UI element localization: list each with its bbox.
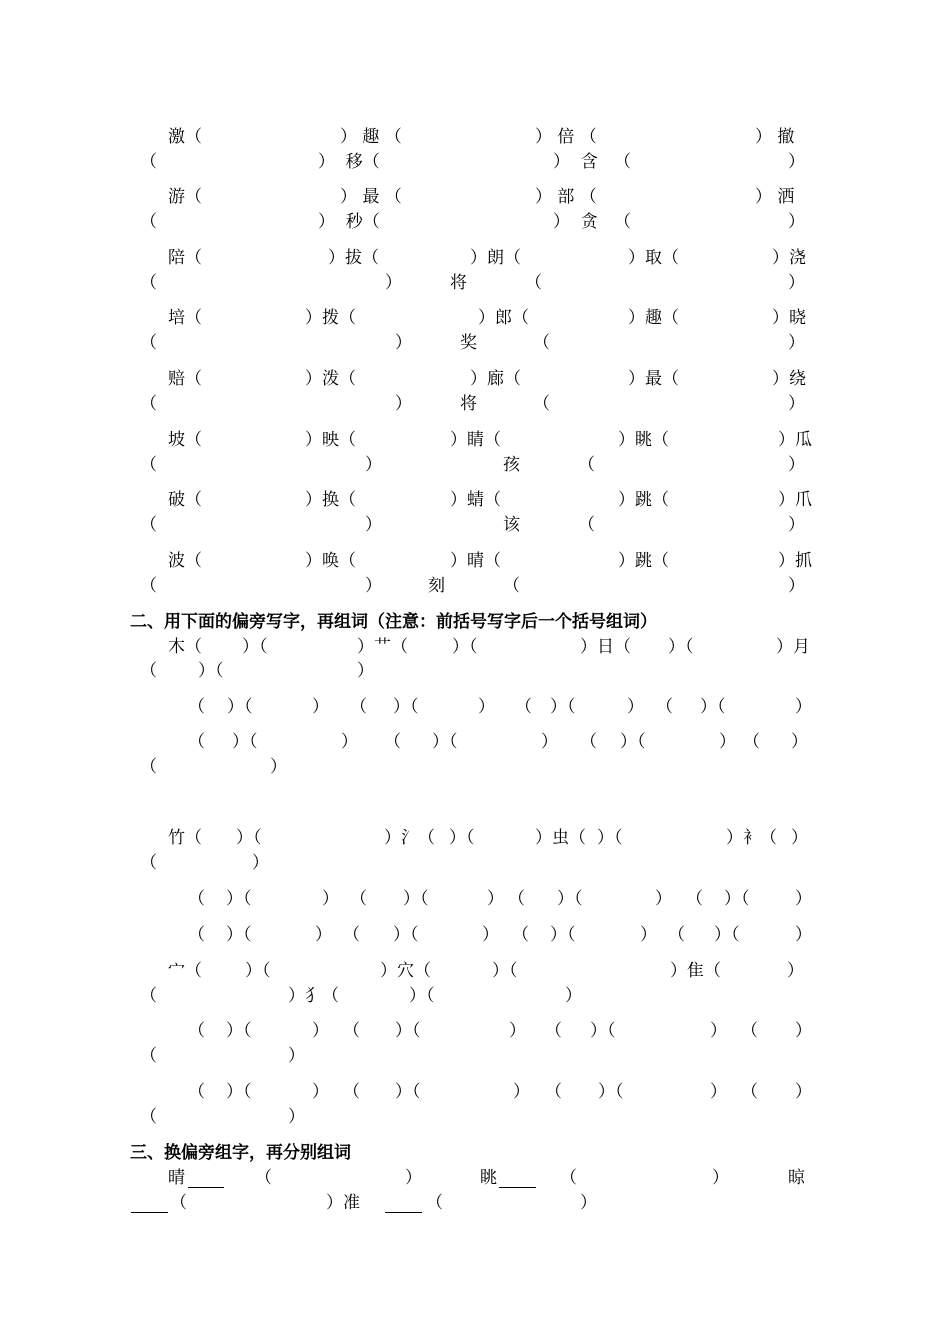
row-char: ）爪 [778,490,812,510]
blank-row [0,1102,950,1132]
row-char: ） [395,333,412,353]
answer-paren[interactable]: ）（ [393,925,419,945]
row-char: ） [788,333,805,353]
answer-paren[interactable]: （ [426,1193,443,1213]
answer-paren[interactable]: ） [627,697,644,717]
answer-paren[interactable]: ） [288,1046,305,1066]
row-char: ） 部 （ [535,187,597,207]
row-char: ） 最 （ [340,187,402,207]
section-heading: 二、用下面的偏旁写字，再组词（注意：前括号写字后一个括号组词） [130,612,657,632]
answer-paren[interactable]: ） [710,1082,727,1102]
answer-paren[interactable]: （ [188,925,205,945]
radical-item: ） [252,853,269,873]
radical-item: ）（ [198,661,224,681]
row-char: ）晓 [772,308,806,328]
radical-item: ）（ [492,961,518,981]
row-char: （ [578,515,595,535]
answer-paren[interactable]: （ [170,1193,187,1213]
answer-paren[interactable]: ）（ [393,697,419,717]
exercise-row-4-cont [0,328,950,358]
blank-row [0,752,950,782]
exercise-row-7-cont [0,510,950,540]
row-char: ） [788,455,805,475]
row-char: 奖 [460,333,477,353]
row-char: ） [788,273,805,293]
radical-line-cont [0,656,950,686]
radical-item: ）（ [242,637,268,657]
row-char: 赔（ [168,369,202,389]
answer-paren[interactable]: （ [188,1082,205,1102]
radical-line-cont [0,848,950,878]
answer-paren[interactable]: （ [140,1107,157,1127]
row-char: ）映（ [305,430,356,450]
row-char: （ [140,576,157,596]
answer-paren[interactable]: （ [668,925,685,945]
radical-item: ）日（ [580,637,631,657]
blank-row [0,884,950,914]
radical-item: ）犭（ [288,986,339,1006]
answer-paren[interactable]: ）（ [590,1021,616,1041]
row-char: 坡（ [168,430,202,450]
radical-item: ）（ [597,828,623,848]
answer-paren[interactable]: ） [710,1021,727,1041]
row-char: ）跳（ [618,551,669,571]
fill-blank[interactable] [188,1169,224,1188]
answer-paren[interactable]: （ [350,889,367,909]
answer-paren[interactable]: （ [741,1082,758,1102]
answer-paren[interactable]: ） [655,889,672,909]
exercise-row-8-cont [0,571,950,601]
exercise-row-6-cont [0,450,950,480]
answer-paren[interactable]: （ [188,697,205,717]
radical-item: ）（ [449,828,475,848]
row-char: ）眺（ [618,430,669,450]
row-char: ） [788,394,805,414]
row-char: ） 移（ [318,152,380,172]
radical-item: ）（ [409,986,435,1006]
answer-paren[interactable]: ）（ [227,697,253,717]
exercise-row-1-cont [0,147,950,177]
answer-paren[interactable]: ） [405,1168,422,1188]
fill-blank[interactable] [385,1194,422,1213]
answer-paren[interactable]: ） [719,732,736,752]
section-heading: 三、换偏旁组字，再分别组词 [130,1143,351,1163]
answer-paren[interactable]: ） [509,1021,526,1041]
row-char: ） [365,515,382,535]
row-char: （ [533,333,550,353]
paren-close: ） [788,152,805,172]
answer-paren[interactable]: （ [545,1021,562,1041]
answer-paren[interactable]: ） [482,925,499,945]
answer-paren[interactable]: ） [312,1082,329,1102]
base-char: ）准 [326,1193,360,1213]
answer-paren[interactable]: ） [791,732,808,752]
row-char: ） [365,455,382,475]
row-char: ） [788,515,805,535]
radical-item: ） [787,961,804,981]
radical-item: 木（ [168,637,202,657]
answer-paren[interactable]: （ [512,925,529,945]
row-char: ）换（ [305,490,356,510]
blank-row [0,1041,950,1071]
row-char: ） [788,576,805,596]
row-char: （ [140,333,157,353]
row-char: ）郎（ [478,308,529,328]
row-char: ）拔（ [328,248,379,268]
answer-paren[interactable]: ） [795,1082,812,1102]
answer-paren[interactable]: ）（ [620,732,646,752]
row-char: ） [395,394,412,414]
radical-item: ）（ [236,828,262,848]
radical-item: ）月 [776,637,810,657]
answer-paren[interactable]: ） [640,925,657,945]
row-char: （ [140,273,157,293]
row-char: ） 趣 （ [340,127,402,147]
row-char: ） 秒（ [318,212,380,232]
answer-paren[interactable]: ） [712,1168,729,1188]
answer-paren[interactable]: ）（ [432,732,458,752]
radical-line-cont [0,981,950,1011]
row-char: 刻 [428,576,445,596]
paren-open: （ [140,152,157,172]
row-char: ）朗（ [470,248,521,268]
answer-paren[interactable]: ） [341,732,358,752]
row-char: （ [533,394,550,414]
row-char: 该 [503,515,520,535]
radical-item: ）（ [668,637,694,657]
answer-paren[interactable]: （ [343,1021,360,1041]
answer-paren[interactable]: ）（ [550,925,576,945]
exercise-row-3-cont [0,268,950,298]
answer-paren[interactable]: ）（ [550,697,576,717]
row-char: ）晴（ [450,551,501,571]
row-char: ）浇 [772,248,806,268]
radical-item: ） [791,828,808,848]
answer-paren[interactable]: （ [384,732,401,752]
answer-paren[interactable]: ）（ [226,889,252,909]
fill-blank[interactable] [499,1169,536,1188]
radical-item: （ [140,853,157,873]
row-char: 激（ [168,127,202,147]
row-char: （ [525,273,542,293]
radical-item: ）穴（ [380,961,431,981]
answer-paren[interactable]: ） [795,925,812,945]
row-char: 将 [450,273,467,293]
paren-open: （ [140,212,157,232]
answer-paren[interactable]: （ [140,757,157,777]
replace-radical-line-cont [0,1188,950,1218]
radical-item: ） [565,986,582,1006]
answer-paren[interactable]: ）（ [598,1082,624,1102]
answer-paren[interactable]: （ [656,697,673,717]
row-char: （ [140,394,157,414]
answer-paren[interactable]: ） [270,757,287,777]
radical-item: ）（ [245,961,271,981]
row-char: ）跳（ [618,490,669,510]
row-char: ） [385,273,402,293]
row-char: 游（ [168,187,202,207]
answer-paren[interactable]: ） [288,1107,305,1127]
row-char: 将 [460,394,477,414]
row-char: （ [503,576,520,596]
answer-paren[interactable]: （ [508,889,525,909]
exercise-row-2-cont [0,207,950,237]
answer-paren[interactable]: ）（ [395,1021,421,1041]
answer-paren[interactable]: ） [478,697,495,717]
answer-paren[interactable]: ） [487,889,504,909]
radical-item: ）氵（ [384,828,435,848]
row-char: ）廊（ [470,369,521,389]
answer-paren[interactable]: （ [188,732,205,752]
row-char: ）泼（ [305,369,356,389]
answer-paren[interactable]: （ [545,1082,562,1102]
answer-paren[interactable]: （ [515,697,532,717]
answer-paren[interactable]: （ [350,697,367,717]
answer-paren[interactable]: ） [513,1082,530,1102]
answer-paren[interactable]: ） [795,889,812,909]
answer-paren[interactable]: ） [580,1193,597,1213]
blank-row [0,920,950,950]
answer-paren[interactable]: （ [580,732,597,752]
answer-paren[interactable]: ）（ [700,697,726,717]
row-char: 破（ [168,490,202,510]
radical-item: （ [140,661,157,681]
answer-paren[interactable]: ）（ [557,889,583,909]
row-char: ） [365,576,382,596]
row-char: 培（ [168,308,202,328]
row-char: ）蜻（ [450,490,501,510]
answer-paren[interactable]: （ [741,1021,758,1041]
radical-item: 竹（ [168,828,202,848]
radical-item: ）（ [452,637,478,657]
answer-paren[interactable]: （ [343,1082,360,1102]
row-char: ） 撤 [755,127,795,147]
answer-paren[interactable]: ） [315,925,332,945]
row-char: ）拨（ [305,308,356,328]
answer-paren[interactable]: ）（ [714,925,740,945]
answer-paren[interactable]: （ [140,1046,157,1066]
base-char: 眺 [480,1168,497,1188]
answer-paren[interactable]: ）（ [226,925,252,945]
row-char: 陪（ [168,248,202,268]
paren-close: ） [788,212,805,232]
row-char: ）趣（ [628,308,679,328]
answer-paren[interactable]: ）（ [724,889,750,909]
row-char: 孩 [503,455,520,475]
answer-paren[interactable]: （ [560,1168,577,1188]
answer-paren[interactable]: （ [188,1021,205,1041]
row-char: （ [140,455,157,475]
row-char: ）最（ [628,369,679,389]
exercise-row-5-cont [0,389,950,419]
answer-paren[interactable]: （ [255,1168,272,1188]
row-char: （ [578,455,595,475]
row-char: ）绕 [772,369,806,389]
radical-item: ）隹（ [670,961,721,981]
row-char: （ [140,515,157,535]
base-char: 晾 [788,1168,805,1188]
row-char: ） 倍 （ [535,127,597,147]
answer-paren[interactable]: ）（ [232,732,258,752]
radical-item: （ [140,986,157,1006]
base-char: 晴 [168,1168,185,1188]
row-char: ）唤（ [305,551,356,571]
row-char: ）抓 [778,551,812,571]
answer-paren[interactable]: （ [343,925,360,945]
answer-paren[interactable]: ） [795,1021,812,1041]
answer-paren[interactable]: ）（ [403,889,429,909]
row-char: ） 贪 （ [553,212,632,232]
blank-row [0,692,950,722]
row-char: 波（ [168,551,202,571]
answer-paren[interactable]: ） [541,732,558,752]
answer-paren[interactable]: ）（ [395,1082,421,1102]
answer-paren[interactable]: （ [686,889,703,909]
answer-paren[interactable]: ） [312,1021,329,1041]
radical-item: ）艹（ [357,637,408,657]
row-char: ） 洒 [755,187,795,207]
row-char: ）睛（ [450,430,501,450]
row-char: ）瓜 [778,430,812,450]
answer-paren[interactable]: ）（ [226,1021,252,1041]
row-char: ） 含 （ [553,152,632,172]
answer-paren[interactable]: ） [322,889,339,909]
radical-item: 宀（ [168,961,202,981]
radical-item: ） [357,661,374,681]
answer-paren[interactable]: ）（ [226,1082,252,1102]
radical-item: ）衤（ [726,828,777,848]
fill-blank[interactable] [131,1194,168,1213]
answer-paren[interactable]: ） [795,697,812,717]
answer-paren[interactable]: （ [743,732,760,752]
radical-item: ）虫（ [535,828,586,848]
answer-paren[interactable]: （ [188,889,205,909]
answer-paren[interactable]: ） [312,697,329,717]
row-char: ）取（ [628,248,679,268]
